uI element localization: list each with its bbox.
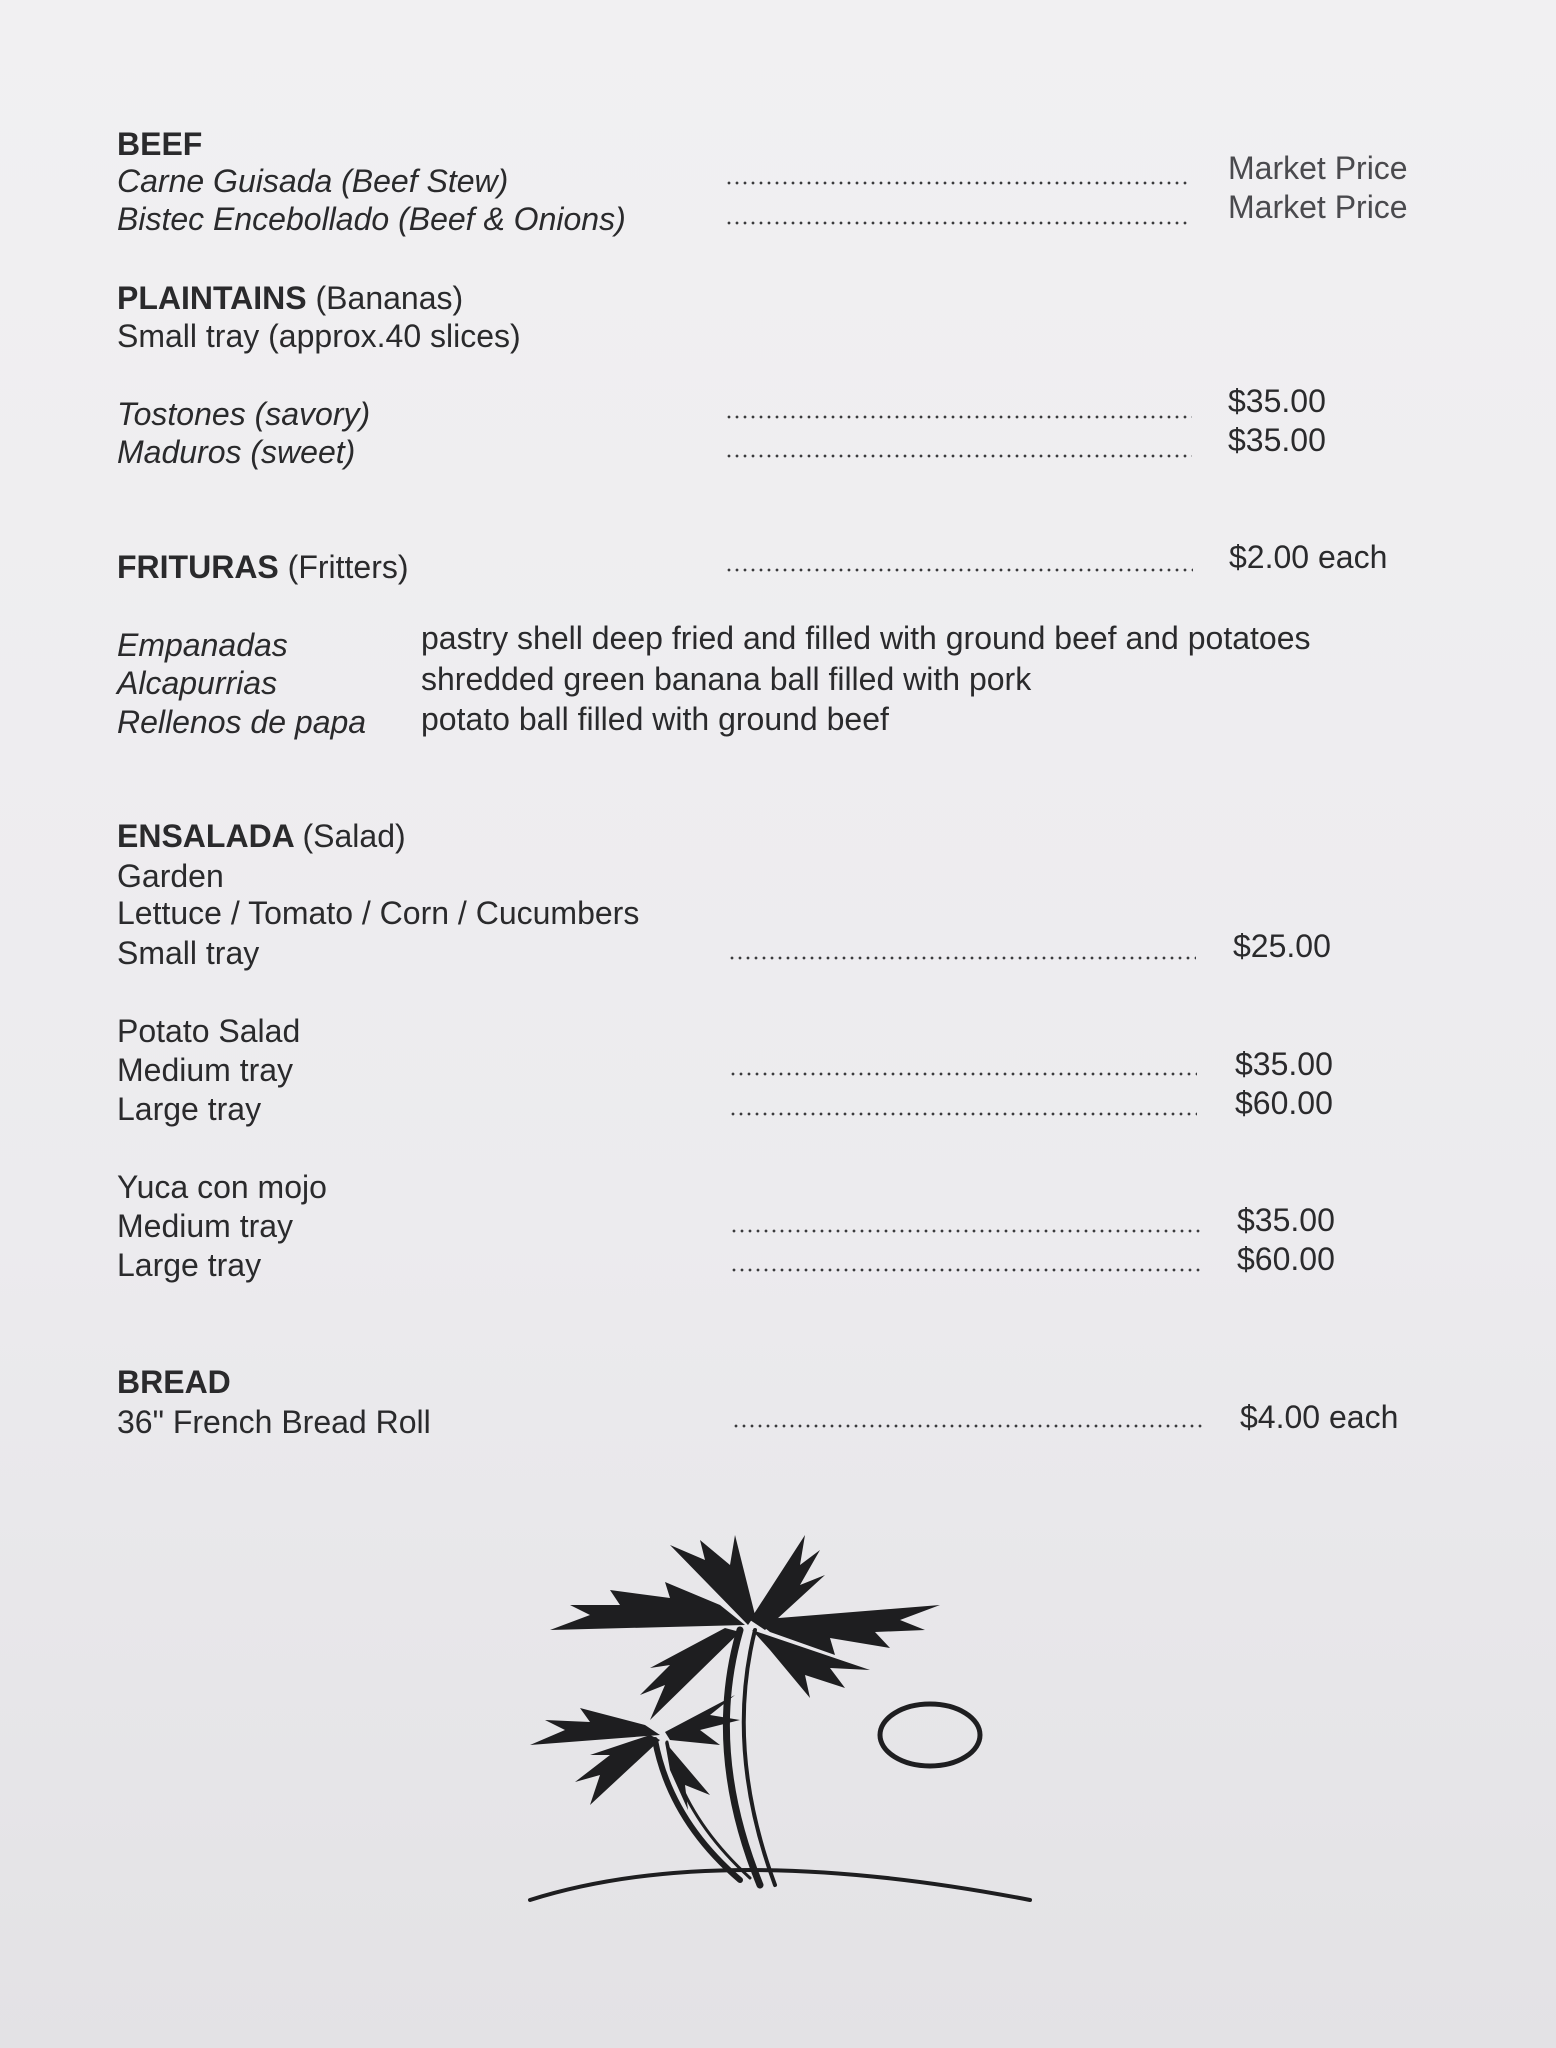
dot-leader <box>725 453 1192 459</box>
dot-leader <box>729 1111 1197 1117</box>
dot-leader <box>729 1071 1197 1077</box>
frituras-title: FRITURAS <box>117 549 279 585</box>
potato-salad-size-2: Large tray <box>117 1091 262 1127</box>
plaintains-heading <box>117 279 463 317</box>
plaintains-title: PLAINTAINS <box>117 280 307 316</box>
potato-salad-size-1: Medium tray <box>117 1052 294 1088</box>
beef-item-2: Bistec Encebollado (Beef & Onions) <box>117 201 626 237</box>
yuca-size-2: Large tray <box>117 1247 262 1283</box>
frituras-item-3-desc: potato ball filled with ground beef <box>421 701 889 737</box>
garden-title: Garden <box>117 858 224 894</box>
frituras-item-2-desc: shredded green banana ball filled with pork <box>421 661 1032 697</box>
beef-heading: BEEF <box>117 126 203 162</box>
dot-leader <box>730 1267 1200 1273</box>
dot-leader <box>725 414 1192 420</box>
ensalada-subtitle: (Salad) <box>302 818 406 854</box>
potato-salad-title: Potato Salad <box>117 1013 301 1049</box>
garden-price: $25.00 <box>1233 928 1331 964</box>
beef-item-2-price: Market Price <box>1228 189 1408 225</box>
dot-leader <box>728 955 1196 961</box>
dot-leader <box>730 1228 1200 1234</box>
yuca-title: Yuca con mojo <box>117 1169 327 1205</box>
plaintains-item-1: Tostones (savory) <box>117 396 371 432</box>
ensalada-title: ENSALADA <box>117 818 294 854</box>
dot-leader <box>732 1423 1203 1429</box>
garden-ingredients: Lettuce / Tomato / Corn / Cucumbers <box>117 895 640 931</box>
dot-leader <box>725 180 1190 186</box>
bread-heading: BREAD <box>117 1364 231 1400</box>
yuca-price-1: $35.00 <box>1237 1202 1335 1238</box>
bread-price: $4.00 each <box>1240 1399 1399 1435</box>
frituras-item-2: Alcapurrias <box>117 665 278 701</box>
frituras-item-1-desc: pastry shell deep fried and filled with ground beef and potatoes <box>421 620 1311 656</box>
frituras-heading <box>117 548 409 586</box>
potato-salad-price-2: $60.00 <box>1235 1085 1333 1121</box>
plaintains-note: Small tray (approx.40 slices) <box>117 318 521 354</box>
beef-item-1-price: Market Price <box>1228 150 1408 186</box>
yuca-size-1: Medium tray <box>117 1208 294 1244</box>
ensalada-heading <box>117 817 406 855</box>
beef-item-1: Carne Guisada (Beef Stew) <box>117 163 509 199</box>
frituras-price: $2.00 each <box>1229 539 1388 575</box>
dot-leader <box>725 567 1193 573</box>
yuca-price-2: $60.00 <box>1237 1241 1335 1277</box>
frituras-subtitle: (Fritters) <box>287 549 409 585</box>
palm-tree-island-icon <box>470 1520 1100 1920</box>
frituras-item-1: Empanadas <box>117 627 288 663</box>
bread-item: 36" French Bread Roll <box>117 1404 431 1440</box>
frituras-item-3: Rellenos de papa <box>117 704 367 740</box>
plaintains-item-2-price: $35.00 <box>1228 422 1326 458</box>
plaintains-item-2: Maduros (sweet) <box>117 434 356 470</box>
plaintains-item-1-price: $35.00 <box>1228 383 1326 419</box>
dot-leader <box>725 220 1190 226</box>
garden-size: Small tray <box>117 935 260 971</box>
potato-salad-price-1: $35.00 <box>1235 1046 1333 1082</box>
plaintains-subtitle: (Bananas) <box>315 280 464 316</box>
